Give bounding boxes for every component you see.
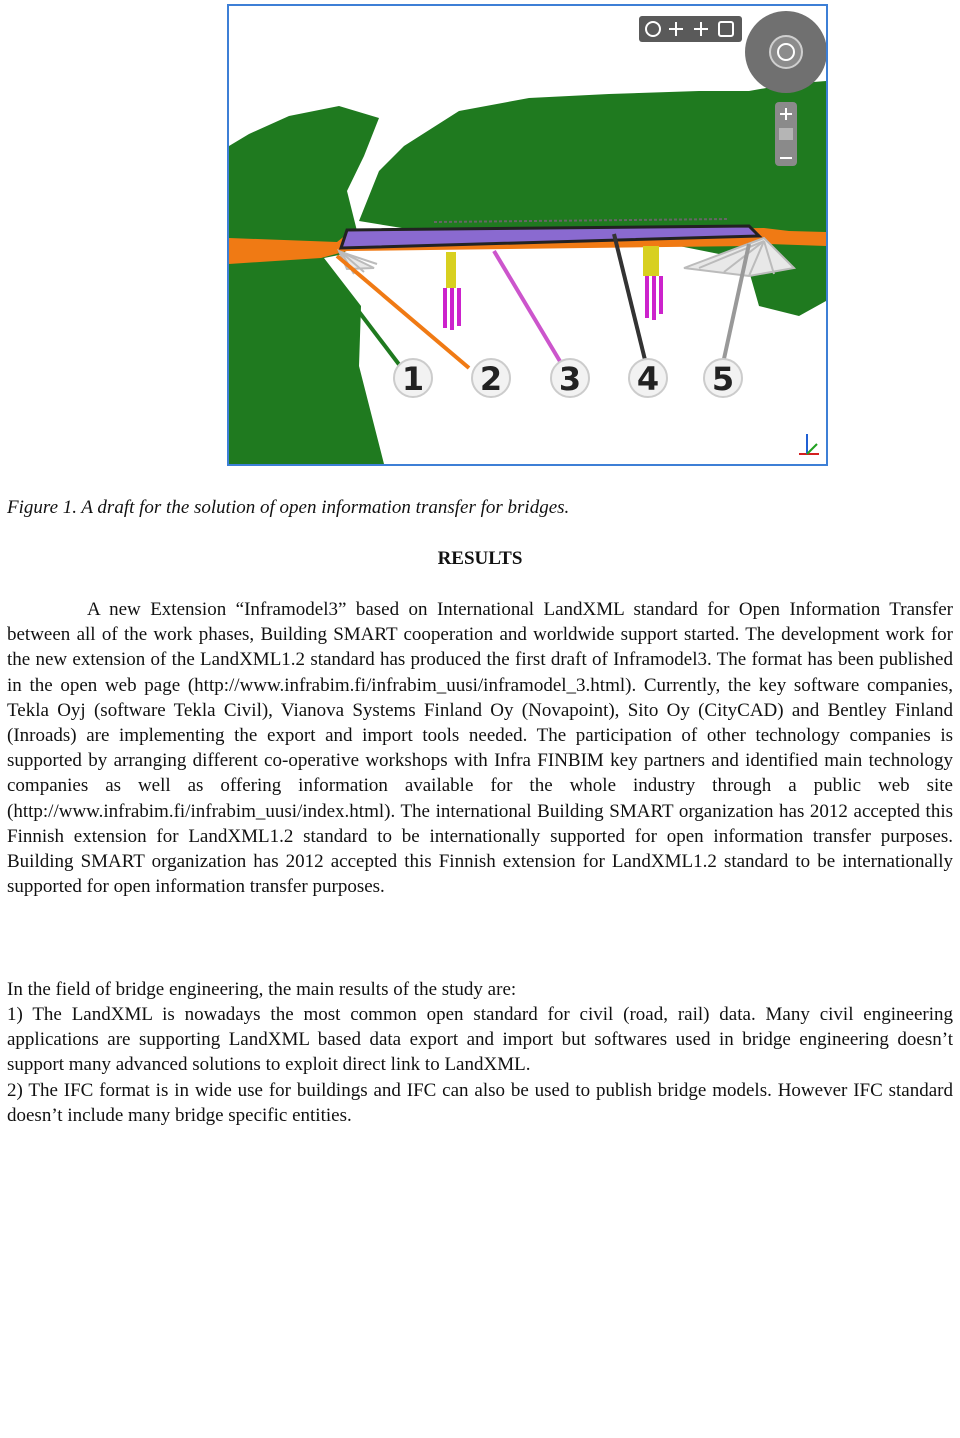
callout-3: [551, 359, 589, 398]
svg-text:3: 3: [558, 360, 582, 398]
axis-gizmo-icon: [799, 434, 819, 454]
pier-right: [643, 246, 663, 320]
figure-caption: Figure 1. A draft for the solution of open information transfer for bridges.: [7, 497, 570, 518]
svg-text:1: 1: [401, 360, 425, 398]
bridge-model-render: [229, 6, 826, 464]
callout-4: [629, 359, 667, 398]
svg-text:2: 2: [479, 360, 503, 398]
callout-1: [394, 359, 432, 398]
result-item-1: 1) The LandXML is nowadays the most common open standard for civil (road, rail) data. Many civil engineering applications are supporting LandXML based data export and import but softwares used in bridge engineering doesn’t support many advanced solutions to exploit direct link to LandXML.: [7, 1004, 953, 1076]
terrain-left: [229, 106, 384, 464]
callout-2: [472, 359, 510, 398]
pier-left: [443, 252, 461, 330]
terrain-right: [359, 81, 826, 316]
navigation-wheel[interactable]: [745, 11, 826, 93]
results-paragraph: A new Extension “Inframodel3” based on International LandXML standard for Open Information Transfer between all of the work phases, Building SMART cooperation and worldwide support started. The development work for the new extension of the LandXML1.2 standard has produced the first draft of Inframodel3. The format has been published in the open web page (http://www.infrabim.fi/infrabim_uusi/inframodel_3.html). Currently, the key software companies, Tekla Oyj (software Tekla Civil), Vianova Systems Finland Oy (Novapoint), Sito Oy (CityCAD) and Bentley Finland (Inroads) are implementing the export and import tools needed. The participation of other technology companies is supported by arranging different co-operative workshops with Infra FINBIM key partners and identified main technology companies as well as offering information available for the whole industry through a public web site (http://www.infrabim.fi/infrabim_uusi/index.html). The international Building SMART organization has 2012 accepted this Finnish extension for LandXML1.2 standard to be internationally supported for open information transfer purposes. Building SMART organization has 2012 accepted this Finnish extension for LandXML1.2 standard to be internationally supported for open information transfer purposes.: [7, 599, 953, 898]
zoom-controls[interactable]: [775, 102, 797, 166]
result-item-2: 2) The IFC format is in wide use for buildings and IFC can also be used to publish bridge models. However IFC standard doesn’t include many bridge specific entities.: [7, 1080, 953, 1127]
viewer-toolbar[interactable]: [639, 16, 742, 42]
bridge-model-figure: [227, 4, 828, 466]
svg-text:4: 4: [636, 360, 660, 398]
section-heading: RESULTS: [437, 548, 523, 569]
callout-5: [704, 359, 742, 398]
bridge-results-intro: In the field of bridge engineering, the main results of the study are:: [7, 979, 517, 1000]
svg-text:5: 5: [711, 360, 735, 398]
